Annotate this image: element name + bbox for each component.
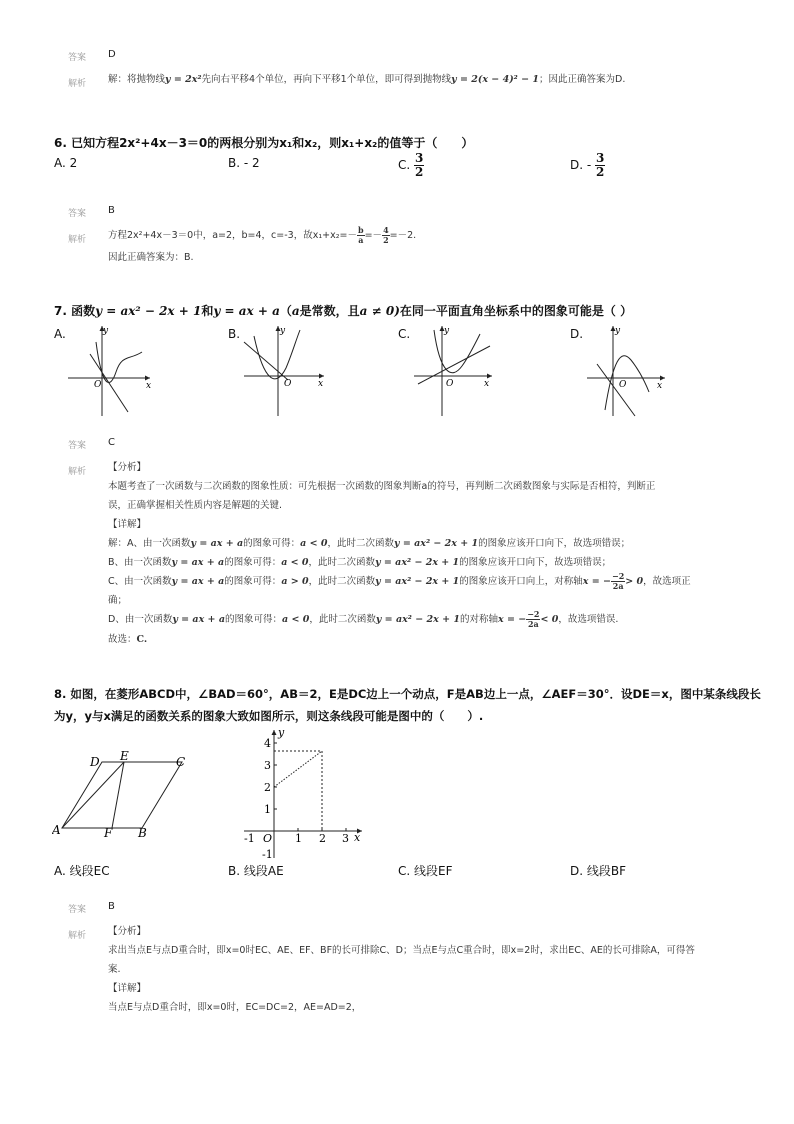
q7-option-a: A.: [54, 327, 66, 341]
answer-value: B: [108, 205, 115, 216]
q8-option-b: B. 线段AE: [228, 864, 284, 878]
analysis-label: 解析: [68, 235, 87, 245]
q7-detail-line-b: B、由一次函数y = ax + a的图象可得：a < 0，此时二次函数y = ax² − 2x + 1的图象应该开口向下，故选项错误；: [108, 557, 612, 568]
q7-detail-line-d: D、由一次函数y = ax + a的图象可得：a < 0，此时二次函数y = ax² − 2x + 1的对称轴x = − $\frac{-2}{2a}< 0$，故选项错误.: [108, 609, 619, 629]
q7-graph-c: [410, 320, 500, 420]
y-axis-label: y: [280, 326, 286, 336]
analysis-label: 解析: [68, 931, 87, 941]
origin-label: O: [284, 379, 292, 389]
x-tick-1: 1: [295, 832, 302, 845]
q8-detail-title: 【详解】: [108, 983, 147, 994]
q8-fenxi-text-1: 求出当点E与点D重合时，即x=0时EC、AE、EF、BF的长可排除C、D；当点E与点C重合时，即x=2时，求出EC、AE的长可排除A，可得答: [108, 945, 695, 956]
vertex-d-label: D: [90, 755, 100, 769]
point-f-label: F: [104, 826, 113, 840]
q8-option-a: A. 线段EC: [54, 864, 110, 878]
answer-label: 答案: [68, 209, 87, 219]
vertex-a-label: A: [52, 823, 61, 837]
q8-option-d: D. 线段BF: [570, 864, 627, 878]
q7-option-b: B.: [228, 327, 241, 341]
q7-fenxi-text-1: 本题考查了一次函数与二次函数的图象性质：可先根据一次函数的图象判断a的符号，再判断二次函数图象与实际是否相符，判断正: [108, 481, 656, 492]
x-axis-label: x: [146, 381, 152, 391]
answer-value: B: [108, 901, 115, 912]
x-axis-label: x: [484, 379, 490, 389]
y-axis-label: y: [444, 326, 450, 336]
q6-stem: 6. 已知方程2x²+4x－3＝0的两根分别为x₁和x₂，则x₁+x₂的值等于（ ）: [54, 136, 474, 150]
q6-option-b: B. - 2: [228, 156, 260, 170]
q7-option-c: C.: [398, 327, 411, 341]
q7-detail-line-c2: 确；: [108, 595, 128, 606]
q7-fenxi-title: 【分析】: [108, 462, 147, 473]
rhombus-figure: [52, 748, 202, 844]
answer-label: 答案: [68, 441, 87, 451]
vertex-c-label: C: [176, 755, 186, 769]
analysis-label: 解析: [68, 79, 87, 89]
q6-analysis-line2: 因此正确答案为：B.: [108, 252, 194, 263]
answer-value: D: [108, 49, 116, 60]
answer-value: C: [108, 437, 115, 448]
q8-fenxi-text-2: 案.: [108, 964, 121, 975]
q6-option-c: C. $\frac{3}{2}$: [398, 151, 424, 179]
y-tick-neg1: -1: [262, 848, 273, 861]
q6-option-d: D. - $\frac{3}{2}$: [570, 151, 605, 179]
x-tick-3: 3: [342, 832, 349, 845]
q7-detail-line-a: 解：A、由一次函数y = ax + a的图象可得：a < 0，此时二次函数y = ax² − 2x + 1的图象应该开口向下，故选项错误；: [108, 538, 631, 549]
origin-label: O: [263, 832, 273, 845]
origin-label: O: [446, 379, 454, 389]
y-axis-label: y: [103, 326, 109, 336]
q6-option-a: A. 2: [54, 156, 78, 170]
q7-graph-a: [66, 320, 156, 420]
q6-analysis-line1: 方程2x²+4x－3＝0中，a=2，b=4，c=-3，故x₁+x₂=－ $\frac{b}{a}=-$ $\frac{4}{2}=-2$.: [108, 225, 417, 245]
analysis-label: 解析: [68, 467, 87, 477]
x-axis-label: x: [354, 831, 361, 844]
point-e-label: E: [120, 749, 129, 763]
q7-conclusion: 故选：C.: [108, 634, 148, 645]
origin-label: O: [94, 380, 102, 390]
q7-stem: 7. 函数y = ax² − 2x + 1和y = ax + a（a是常数，且a ≠ 0)在同一平面直角坐标系中的图象可能是（ ）: [54, 304, 633, 318]
q8-option-c: C. 线段EF: [398, 864, 453, 878]
x-tick-neg1: -1: [244, 832, 255, 845]
q7-detail-line-c: C、由一次函数y = ax + a的图象可得：a > 0，此时二次函数y = ax² − 2x + 1的图象应该开口向上，对称轴x = − $\frac{-2}{2a}> 0$，故选项正: [108, 571, 691, 591]
x-axis-label: x: [318, 379, 324, 389]
vertex-b-label: B: [138, 826, 147, 840]
origin-label: O: [619, 380, 627, 390]
q8-stem-2: 为y，y与x满足的函数关系的图象大致如图所示，则这条线段可能是图中的（ ）.: [54, 709, 484, 723]
answer-label: 答案: [68, 905, 87, 915]
q8-stem-1: 8. 如图，在菱形ABCD中，∠BAD＝60°，AB＝2，E是DC边上一个动点，F是AB边上一点，∠AEF＝30°．设DE＝x，图中某条线段长: [54, 687, 761, 701]
q7-graph-b: [240, 320, 330, 420]
q7-option-d: D.: [570, 327, 584, 341]
x-axis-label: x: [657, 381, 663, 391]
q7-graph-d: [583, 320, 673, 420]
q7-fenxi-text-2: 误，正确掌握相关性质内容是解题的关键.: [108, 500, 283, 511]
y-axis-label: y: [278, 726, 285, 739]
y-tick-4: 4: [264, 737, 271, 750]
y-tick-3: 3: [264, 759, 271, 772]
q7-detail-title: 【详解】: [108, 519, 147, 530]
q8-detail-line-1: 当点E与点D重合时，即x=0时，EC=DC=2，AE=AD=2，: [108, 1002, 362, 1013]
q8-function-graph: [232, 724, 372, 862]
y-axis-label: y: [615, 326, 621, 336]
y-tick-2: 2: [264, 781, 271, 794]
q8-fenxi-title: 【分析】: [108, 926, 147, 937]
y-tick-1: 1: [264, 803, 271, 816]
answer-label: 答案: [68, 53, 87, 63]
q5-analysis: 解：将抛物线y = 2x²先向右平移4个单位，再向下平移1个单位，即可得到抛物线y = 2(x − 4)² − 1；因此正确答案为D.: [108, 74, 626, 85]
x-tick-2: 2: [319, 832, 326, 845]
